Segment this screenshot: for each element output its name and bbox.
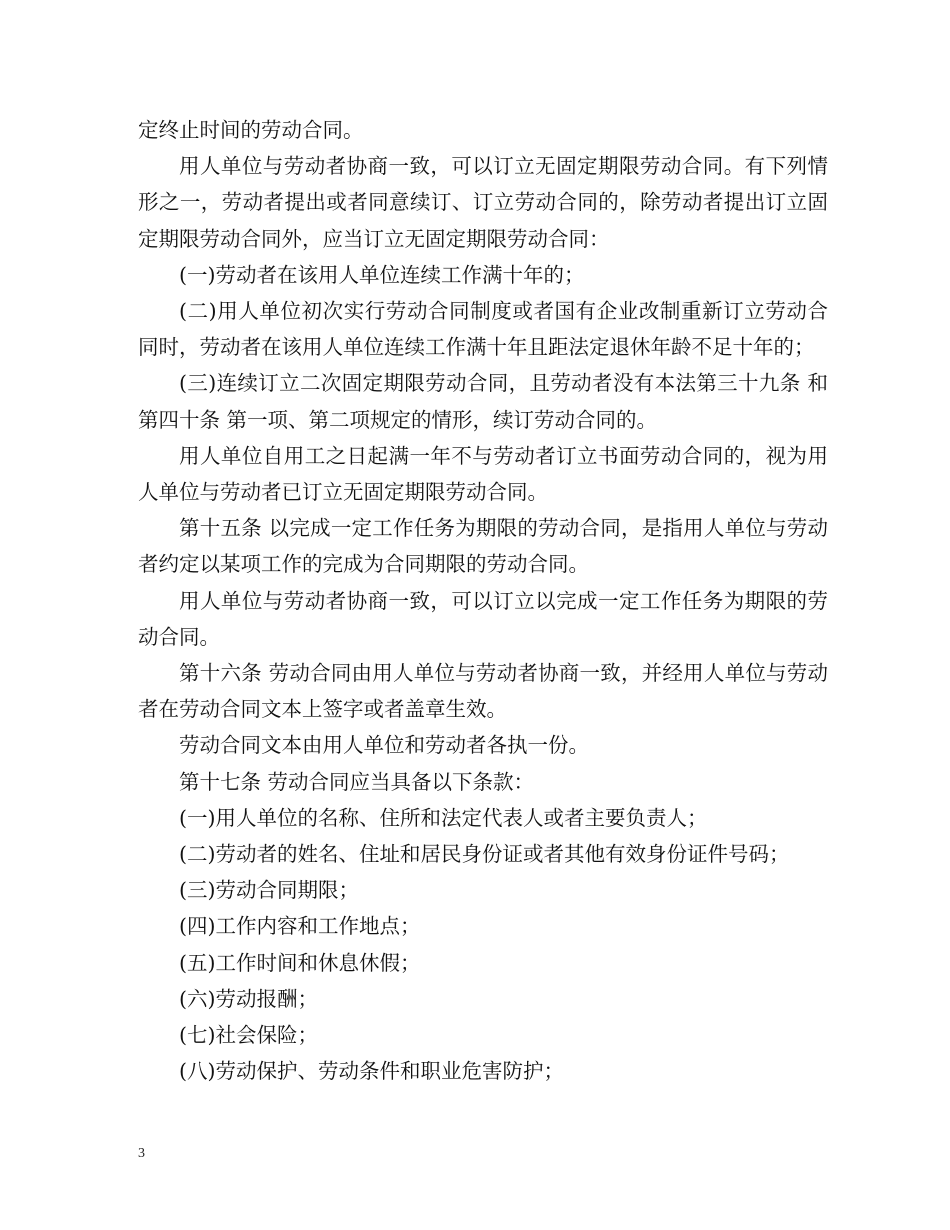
paragraph: (二)用人单位初次实行劳动合同制度或者国有企业改制重新订立劳动合同时，劳动者在该用人单位连续工作满十年且距法定退休年龄不足十年的； [138, 299, 828, 360]
paragraph: 定终止时间的劳动合同。 [138, 118, 364, 142]
paragraph: 劳动合同文本由用人单位和劳动者各执一份。 [179, 733, 589, 758]
paragraph: 第十五条 以完成一定工作任务为期限的劳动合同，是指用人单位与劳动者约定以某项工作的完成为合同期限的劳动合同。 [138, 516, 828, 577]
paragraph: (八)劳动保护、劳动条件和职业危害防护； [179, 1059, 564, 1084]
page-number: 3 [138, 1146, 145, 1161]
paragraph: 第十六条 劳动合同由用人单位与劳动者协商一致，并经用人单位与劳动者在劳动合同文本上签字或者盖章生效。 [138, 661, 828, 722]
paragraph: (二)劳动者的姓名、住址和居民身份证或者其他有效身份证件号码； [179, 842, 790, 867]
paragraph: (三)连续订立二次固定期限劳动合同，且劳动者没有本法第三十九条 和第四十条 第一项、第二项规定的情形，续订劳动合同的。 [138, 371, 828, 432]
paragraph: (三)劳动合同期限； [179, 878, 359, 903]
paragraph: 用人单位自用工之日起满一年不与劳动者订立书面劳动合同的，视为用人单位与劳动者已订立无固定期限劳动合同。 [138, 443, 828, 505]
paragraph: (五)工作时间和休息休假； [179, 950, 421, 975]
paragraph: (七)社会保险； [179, 1023, 318, 1048]
paragraph: 用人单位与劳动者协商一致，可以订立无固定期限劳动合同。有下列情形之一，劳动者提出或者同意续订、订立劳动合同的，除劳动者提出订立固定期限劳动合同外，应当订立无固定期限劳动合同： [138, 154, 828, 251]
paragraph: (四)工作内容和工作地点； [179, 914, 421, 939]
paragraph: (六)劳动报酬； [179, 986, 318, 1011]
paragraph: (一)用人单位的名称、住所和法定代表人或者主要负责人； [179, 805, 708, 830]
paragraph: 用人单位与劳动者协商一致，可以订立以完成一定工作任务为期限的劳动合同。 [138, 588, 828, 649]
paragraph: (一)劳动者在该用人单位连续工作满十年的； [179, 262, 585, 287]
body-text [138, 112, 828, 1089]
paragraph: 第十七条 劳动合同应当具备以下条款： [179, 769, 535, 794]
